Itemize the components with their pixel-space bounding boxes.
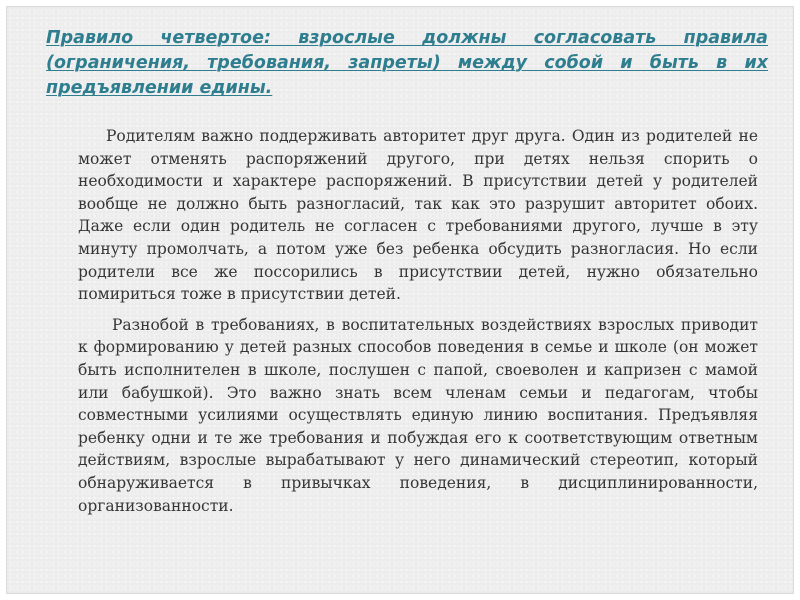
slide-body <box>78 125 758 525</box>
slide-title: Правило четвертое: взрослые должны согласовать правила (ограничения, требования, запреты) между собой и быть в их предъявлении едины. <box>46 28 768 98</box>
body-paragraph-2: Разнобой в требованиях, в воспитательных воздействиях взрослых приводит к формированию у детей разных способов поведения в семье и школе (он может быть исполнителен в школе, послушен с папой, своеволен и капризен с мамой или бабушкой). Это важно знать всем членам семьи и педагогам, чтобы совместными усилиями осуществлять единую линию воспитания. Предъявляя ребенку одни и те же требования и побуждая его к соответствующим ответным действиям, взрослые вырабатывают у него динамический стереотип, который обнаруживается в привычках поведения, в дисциплинированности, организованности. <box>78 315 758 515</box>
body-paragraph-1: Родителям важно поддерживать авторитет друг друга. Один из родителей не может отменять распоряжений другого, при детях нельзя спорить о необходимости и характере распоряжений. В присутствии детей у родителей вообще не должно быть разногласий, так как это разрушит авторитет обоих. Даже если один родитель не согласен с требованиями другого, лучше в эту минуту промолчать, а потом уже без ребенка обсудить разногласия. Но если родители все же поссорились в присутствии детей, нужно обязательно помириться тоже в присутствии детей. <box>78 127 758 304</box>
